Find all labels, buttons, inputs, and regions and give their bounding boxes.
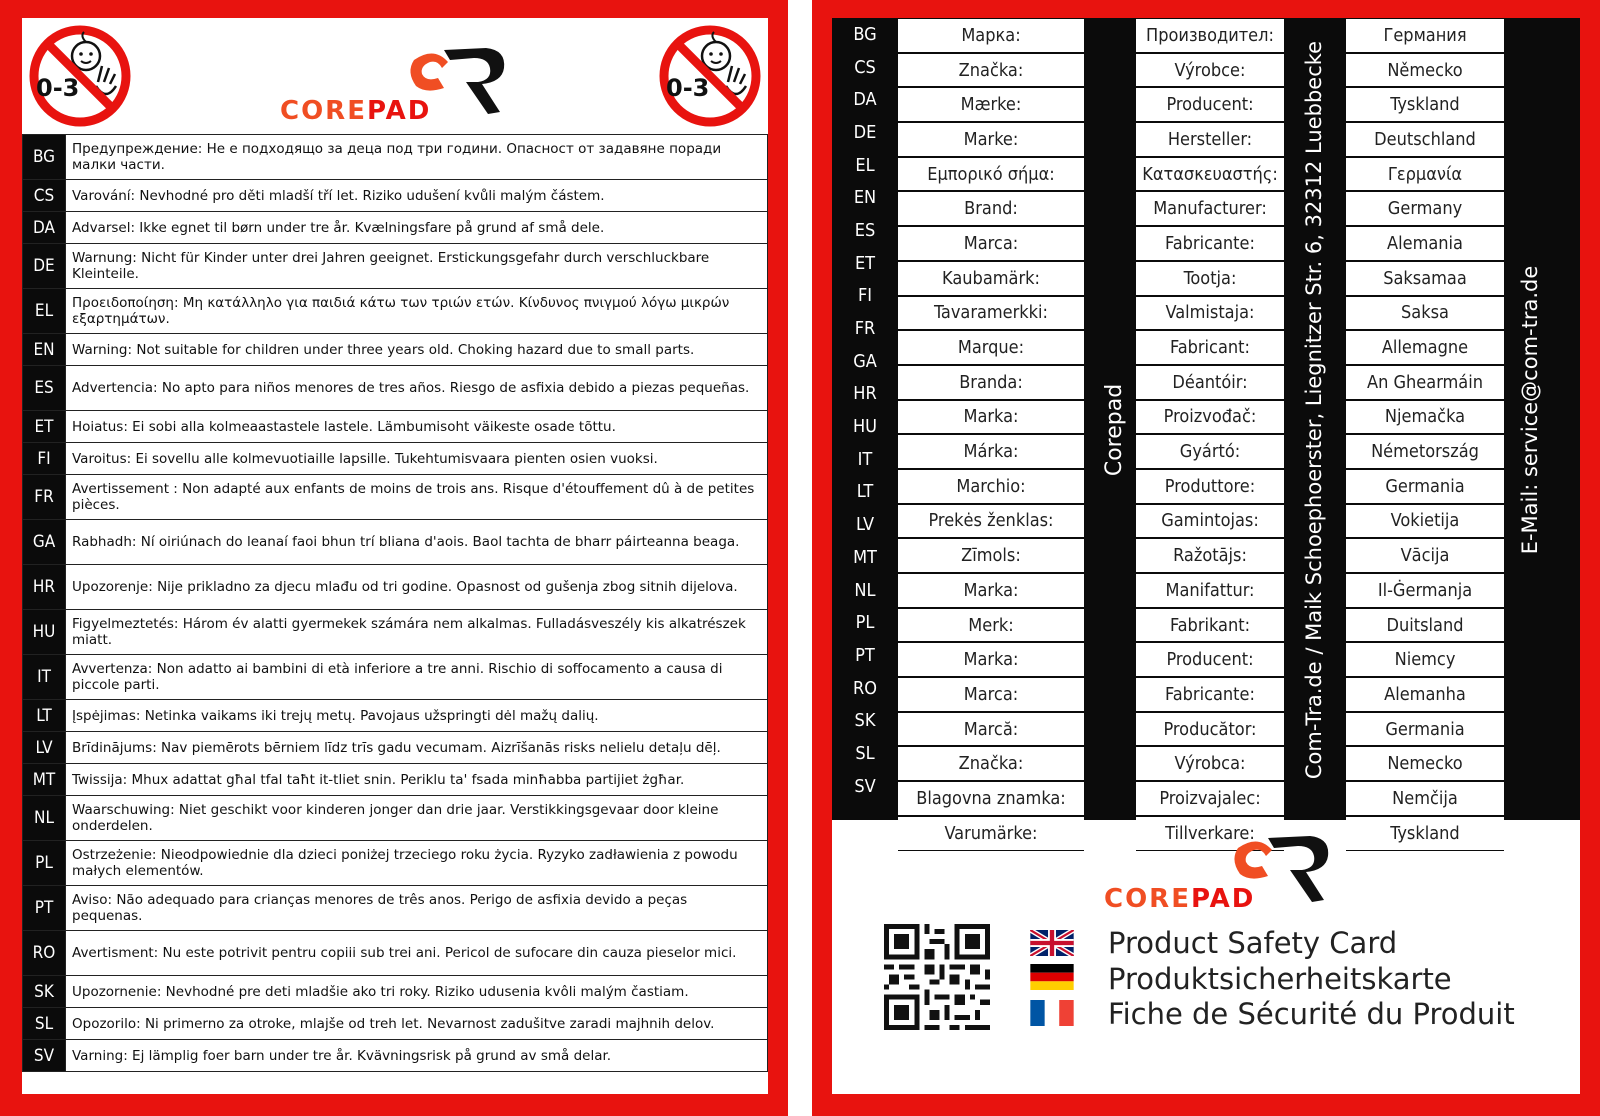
brand-label: Značka: [898,53,1084,88]
language-code: NL [854,579,876,601]
brand-name-vertical: Corepad [1102,383,1127,477]
country-name: Nemecko [1346,746,1504,781]
manufacturer-label: Producător: [1136,712,1284,747]
warning-text: Varning: Ej lämplig foer barn under tre år. Kvävningsrisk på grund av små delar. [66,1040,768,1072]
info-card [832,18,1580,1094]
warning-row [23,212,768,244]
svg-text:0-3: 0-3 [36,74,80,102]
country-name: Германия [1346,18,1504,53]
brand-label: Marcă: [898,712,1084,747]
brand-label: Marka: [898,400,1084,435]
language-code: DA [853,89,877,111]
language-code: SL [855,742,875,764]
brand-label: Tavaramerkki: [898,296,1084,331]
language-code: ES [854,219,876,241]
warning-row [23,796,768,841]
warning-row [23,443,768,475]
language-code: HR [853,383,877,405]
brand-label: Zīmols: [898,538,1084,573]
language-code: LV [23,732,66,764]
manufacturer-label: Tootja: [1136,261,1284,296]
warning-row [23,366,768,411]
logo-pad-text: PAD [366,96,432,126]
brand-label: Marke: [898,122,1084,157]
language-code: CS [23,180,66,212]
country-name: Deutschland [1346,122,1504,157]
logo-core-text: CORE [1104,884,1191,914]
warning-text: Προειδοποίηση: Μη κατάλληλο για παιδιά κάτω των τριών ετών. Κίνδυνος πνιγμού λόγω μικρών εξαρτημάτων. [66,289,768,334]
brand-label-column [898,18,1084,851]
language-code: SL [23,1008,66,1040]
warning-row [23,886,768,931]
warning-text: Avertisment: Nu este potrivit pentru copiii sub trei ani. Pericol de sufocare din cauza pieselor mici. [66,931,768,976]
warning-text: Įspėjimas: Netinka vaikams iki trejų metų. Pavojaus užspringti dėl mažų dalių. [66,700,768,732]
uk-flag-icon [1030,930,1074,956]
language-code: IT [857,448,873,470]
manufacturer-label: Valmistaja: [1136,296,1284,331]
language-code: ET [854,252,876,274]
warning-table [22,134,768,1072]
warning-row [23,411,768,443]
brand-label: Kaubamärk: [898,261,1084,296]
language-code: HU [852,416,878,438]
language-code: PL [855,612,875,634]
manufacturer-label: Fabricante: [1136,226,1284,261]
warning-text: Varoitus: Ei sovellu alle kolmevuotiaille lapsille. Tukehtumisvaara pienten osien vuoksi. [66,443,768,475]
country-name: Njemačka [1346,400,1504,435]
brand-label: Branda: [898,365,1084,400]
warning-row [23,700,768,732]
card-title-english: Product Safety Card [1108,926,1398,960]
warning-row [23,180,768,212]
warning-text: Hoiatus: Ei sobi alla kolmeaastastele lastele. Lämbumisoht väikeste osade tõttu. [66,411,768,443]
warning-row [23,1040,768,1072]
language-code: EN [853,187,877,209]
country-name: Germania [1346,469,1504,504]
logo-pad-text: PAD [1190,884,1256,914]
language-code: BG [23,135,66,180]
manufacturer-label: Fabricante: [1136,677,1284,712]
language-code: SV [23,1040,66,1072]
warning-text: Warnung: Nicht für Kinder unter drei Jahren geeignet. Erstickungsgefahr durch verschluckbare Kleinteile. [66,244,768,289]
language-code: EL [23,289,66,334]
language-code: FI [23,443,66,475]
manufacturer-label: Producent: [1136,87,1284,122]
manufacturer-label: Hersteller: [1136,122,1284,157]
manufacturer-label: Tillverkare: [1136,816,1284,851]
warning-text: Waarschuwing: Niet geschikt voor kinderen jonger dan drie jaar. Verstikkingsgevaar door kleine onderdelen. [66,796,768,841]
language-code: DE [853,121,877,143]
country-name: Németország [1346,434,1504,469]
language-code: LV [855,514,875,536]
language-code: MT [23,764,66,796]
brand-label: Prekės ženklas: [898,504,1084,539]
country-name: Nemčija [1346,781,1504,816]
warning-row [23,244,768,289]
language-code: HR [23,565,66,610]
warning-text: Brīdinājums: Nav piemērots bērniem līdz trīs gadu vecumam. Aizrīšanās risks nelielu detaļu dēļ. [66,732,768,764]
language-code: BG [853,23,877,45]
country-name: Tyskland [1346,816,1504,851]
language-code: SK [854,710,876,732]
language-code: FI [857,285,873,307]
language-code: RO [23,931,66,976]
language-code: GA [23,520,66,565]
brand-label: Márka: [898,434,1084,469]
manufacturer-label: Proizvajalec: [1136,781,1284,816]
manufacturer-label: Produttore: [1136,469,1284,504]
manufacturer-label: Производител: [1136,18,1284,53]
brand-label: Marque: [898,330,1084,365]
no-children-under-3-icon [658,24,762,128]
language-code: MT [853,546,877,568]
language-code: ES [23,366,66,411]
email-vertical: E-Mail: service@com-tra.de [1518,265,1542,555]
brand-label: Marca: [898,226,1084,261]
brand-label: Marca: [898,677,1084,712]
manufacturer-label: Fabrikant: [1136,608,1284,643]
manufacturer-label: Výrobca: [1136,746,1284,781]
language-code: SK [23,976,66,1008]
manufacturer-label-column [1136,18,1284,851]
warning-row [23,655,768,700]
qr-code-icon[interactable] [884,924,990,1030]
country-name: Vokietija [1346,504,1504,539]
brand-label: Merk: [898,608,1084,643]
brand-label: Marka: [898,573,1084,608]
country-name: Alemanha [1346,677,1504,712]
warning-row [23,1008,768,1040]
warning-row [23,520,768,565]
warning-text: Rabhadh: Ní oiriúnach do leanaí faoi bhun trí bliana d'aois. Baol tachta de bharr páirteanna beaga. [66,520,768,565]
card-title-french: Fiche de Sécurité du Produit [1108,997,1515,1031]
manufacturer-label: Gyártó: [1136,434,1284,469]
language-code: LT [23,700,66,732]
language-code: DA [23,212,66,244]
language-code: LT [856,481,874,503]
warning-row [23,976,768,1008]
brand-label: Značka: [898,746,1084,781]
germany-flag-icon [1030,964,1074,990]
language-code: HU [23,610,66,655]
manufacturer-label: Producent: [1136,642,1284,677]
country-column [1346,18,1504,851]
language-code: FR [854,318,876,340]
manufacturer-label: Proizvođač: [1136,400,1284,435]
country-name: Tyskland [1346,87,1504,122]
warning-text: Upozornenie: Nevhodné pre deti mladšie ako tri roky. Riziko udusenia kvôli malým častiam. [66,976,768,1008]
warning-text: Avvertenza: Non adatto ai bambini di età inferiore a tre anni. Rischio di soffocamento a causa di piccole parti. [66,655,768,700]
country-name: Γερμανία [1346,157,1504,192]
country-name: Niemcy [1346,642,1504,677]
language-code: NL [23,796,66,841]
warning-text: Warning: Not suitable for children under three years old. Choking hazard due to small parts. [66,334,768,366]
country-name: Saksa [1346,296,1504,331]
warning-row [23,135,768,180]
corepad-logo [1104,830,1340,916]
warning-text: Upozorenje: Nije prikladno za djecu mlađu od tri godine. Opasnost od gušenja zbog sitnih dijelova. [66,565,768,610]
country-name: Germany [1346,191,1504,226]
language-code: RO [853,677,877,699]
manufacturer-label: Κατασκευαστής: [1136,157,1284,192]
warning-text: Ostrzeżenie: Nieodpowiednie dla dzieci poniżej trzeciego roku życia. Ryzyko zadławienia z powodu małych elementów. [66,841,768,886]
warning-card [22,18,768,1094]
manufacturer-label: Fabricant: [1136,330,1284,365]
svg-text:0-3: 0-3 [666,74,710,102]
brand-label: Brand: [898,191,1084,226]
warning-row [23,289,768,334]
country-name: Allemagne [1346,330,1504,365]
no-children-under-3-icon [28,24,132,128]
brand-label: Марка: [898,18,1084,53]
language-code: DE [23,244,66,289]
warning-text: Figyelmeztetés: Három év alatti gyermekek számára nem alkalmas. Fulladásveszély kis alkatrészek miatt. [66,610,768,655]
warning-text: Advarsel: Ikke egnet til børn under tre år. Kvælningsfare på grund af små dele. [66,212,768,244]
manufacturer-label: Gamintojas: [1136,504,1284,539]
language-code: SV [854,775,876,797]
warning-text: Varování: Nevhodné pro děti mladší tří let. Riziko udušení kvůli malým částem. [66,180,768,212]
warning-row [23,732,768,764]
france-flag-icon [1030,1000,1074,1026]
language-code: PT [23,886,66,931]
brand-label: Blagovna znamka: [898,781,1084,816]
warning-text: Twissija: Mhux adattat għal tfal taħt it-tliet snin. Periklu ta' fsada minħabba partijiet żgħar. [66,764,768,796]
warning-text: Opozorilo: Ni primerno za otroke, mlajše od treh let. Nevarnost zadušitve zaradi majhnih delov. [66,1008,768,1040]
language-code: IT [23,655,66,700]
warning-text: Предупреждение: Не е подходящо за деца под три години. Опасност от задавяне поради малки части. [66,135,768,180]
country-name: An Ghearmáin [1346,365,1504,400]
country-name: Německo [1346,53,1504,88]
manufacturer-address-vertical: Com-Tra.de / Maik Schoephoerster, Liegnitzer Str. 6, 32312 Luebbecke [1302,40,1326,780]
manufacturer-label: Déantóir: [1136,365,1284,400]
brand-label: Εμπορικό σήμα: [898,157,1084,192]
manufacturer-label: Výrobce: [1136,53,1284,88]
language-code-column [832,18,898,803]
warning-row [23,764,768,796]
language-code: PL [23,841,66,886]
country-name: Saksamaa [1346,261,1504,296]
country-name: Alemania [1346,226,1504,261]
warning-row [23,334,768,366]
country-name: Germania [1346,712,1504,747]
warning-text: Aviso: Não adequado para crianças menores de três anos. Perigo de asfixia devido a peças pequenas. [66,886,768,931]
warning-row [23,610,768,655]
language-code: ET [23,411,66,443]
warning-row [23,565,768,610]
logo-core-text: CORE [280,96,367,126]
warning-text: Avertissement : Non adapté aux enfants de moins de trois ans. Risque d'étouffement dû à de petites pièces. [66,475,768,520]
brand-label: Mærke: [898,87,1084,122]
language-code: FR [23,475,66,520]
card-title-german: Produktsicherheitskarte [1108,962,1452,996]
manufacturer-label: Manifattur: [1136,573,1284,608]
country-name: Il-Ġermanja [1346,573,1504,608]
language-code: CS [854,56,876,78]
warning-row [23,841,768,886]
manufacturer-label: Ražotājs: [1136,538,1284,573]
manufacturer-label: Manufacturer: [1136,191,1284,226]
language-code: GA [853,350,877,372]
warning-text: Advertencia: No apto para niños menores de tres años. Riesgo de asfixia debido a piezas pequeñas. [66,366,768,411]
warning-row [23,475,768,520]
language-code: EN [23,334,66,366]
warning-row [23,931,768,976]
corepad-logo [280,42,516,128]
brand-label: Marka: [898,642,1084,677]
brand-label: Varumärke: [898,816,1084,851]
language-code: EL [855,154,875,176]
brand-label: Marchio: [898,469,1084,504]
country-name: Duitsland [1346,608,1504,643]
language-code: PT [855,644,875,666]
country-name: Vācija [1346,538,1504,573]
